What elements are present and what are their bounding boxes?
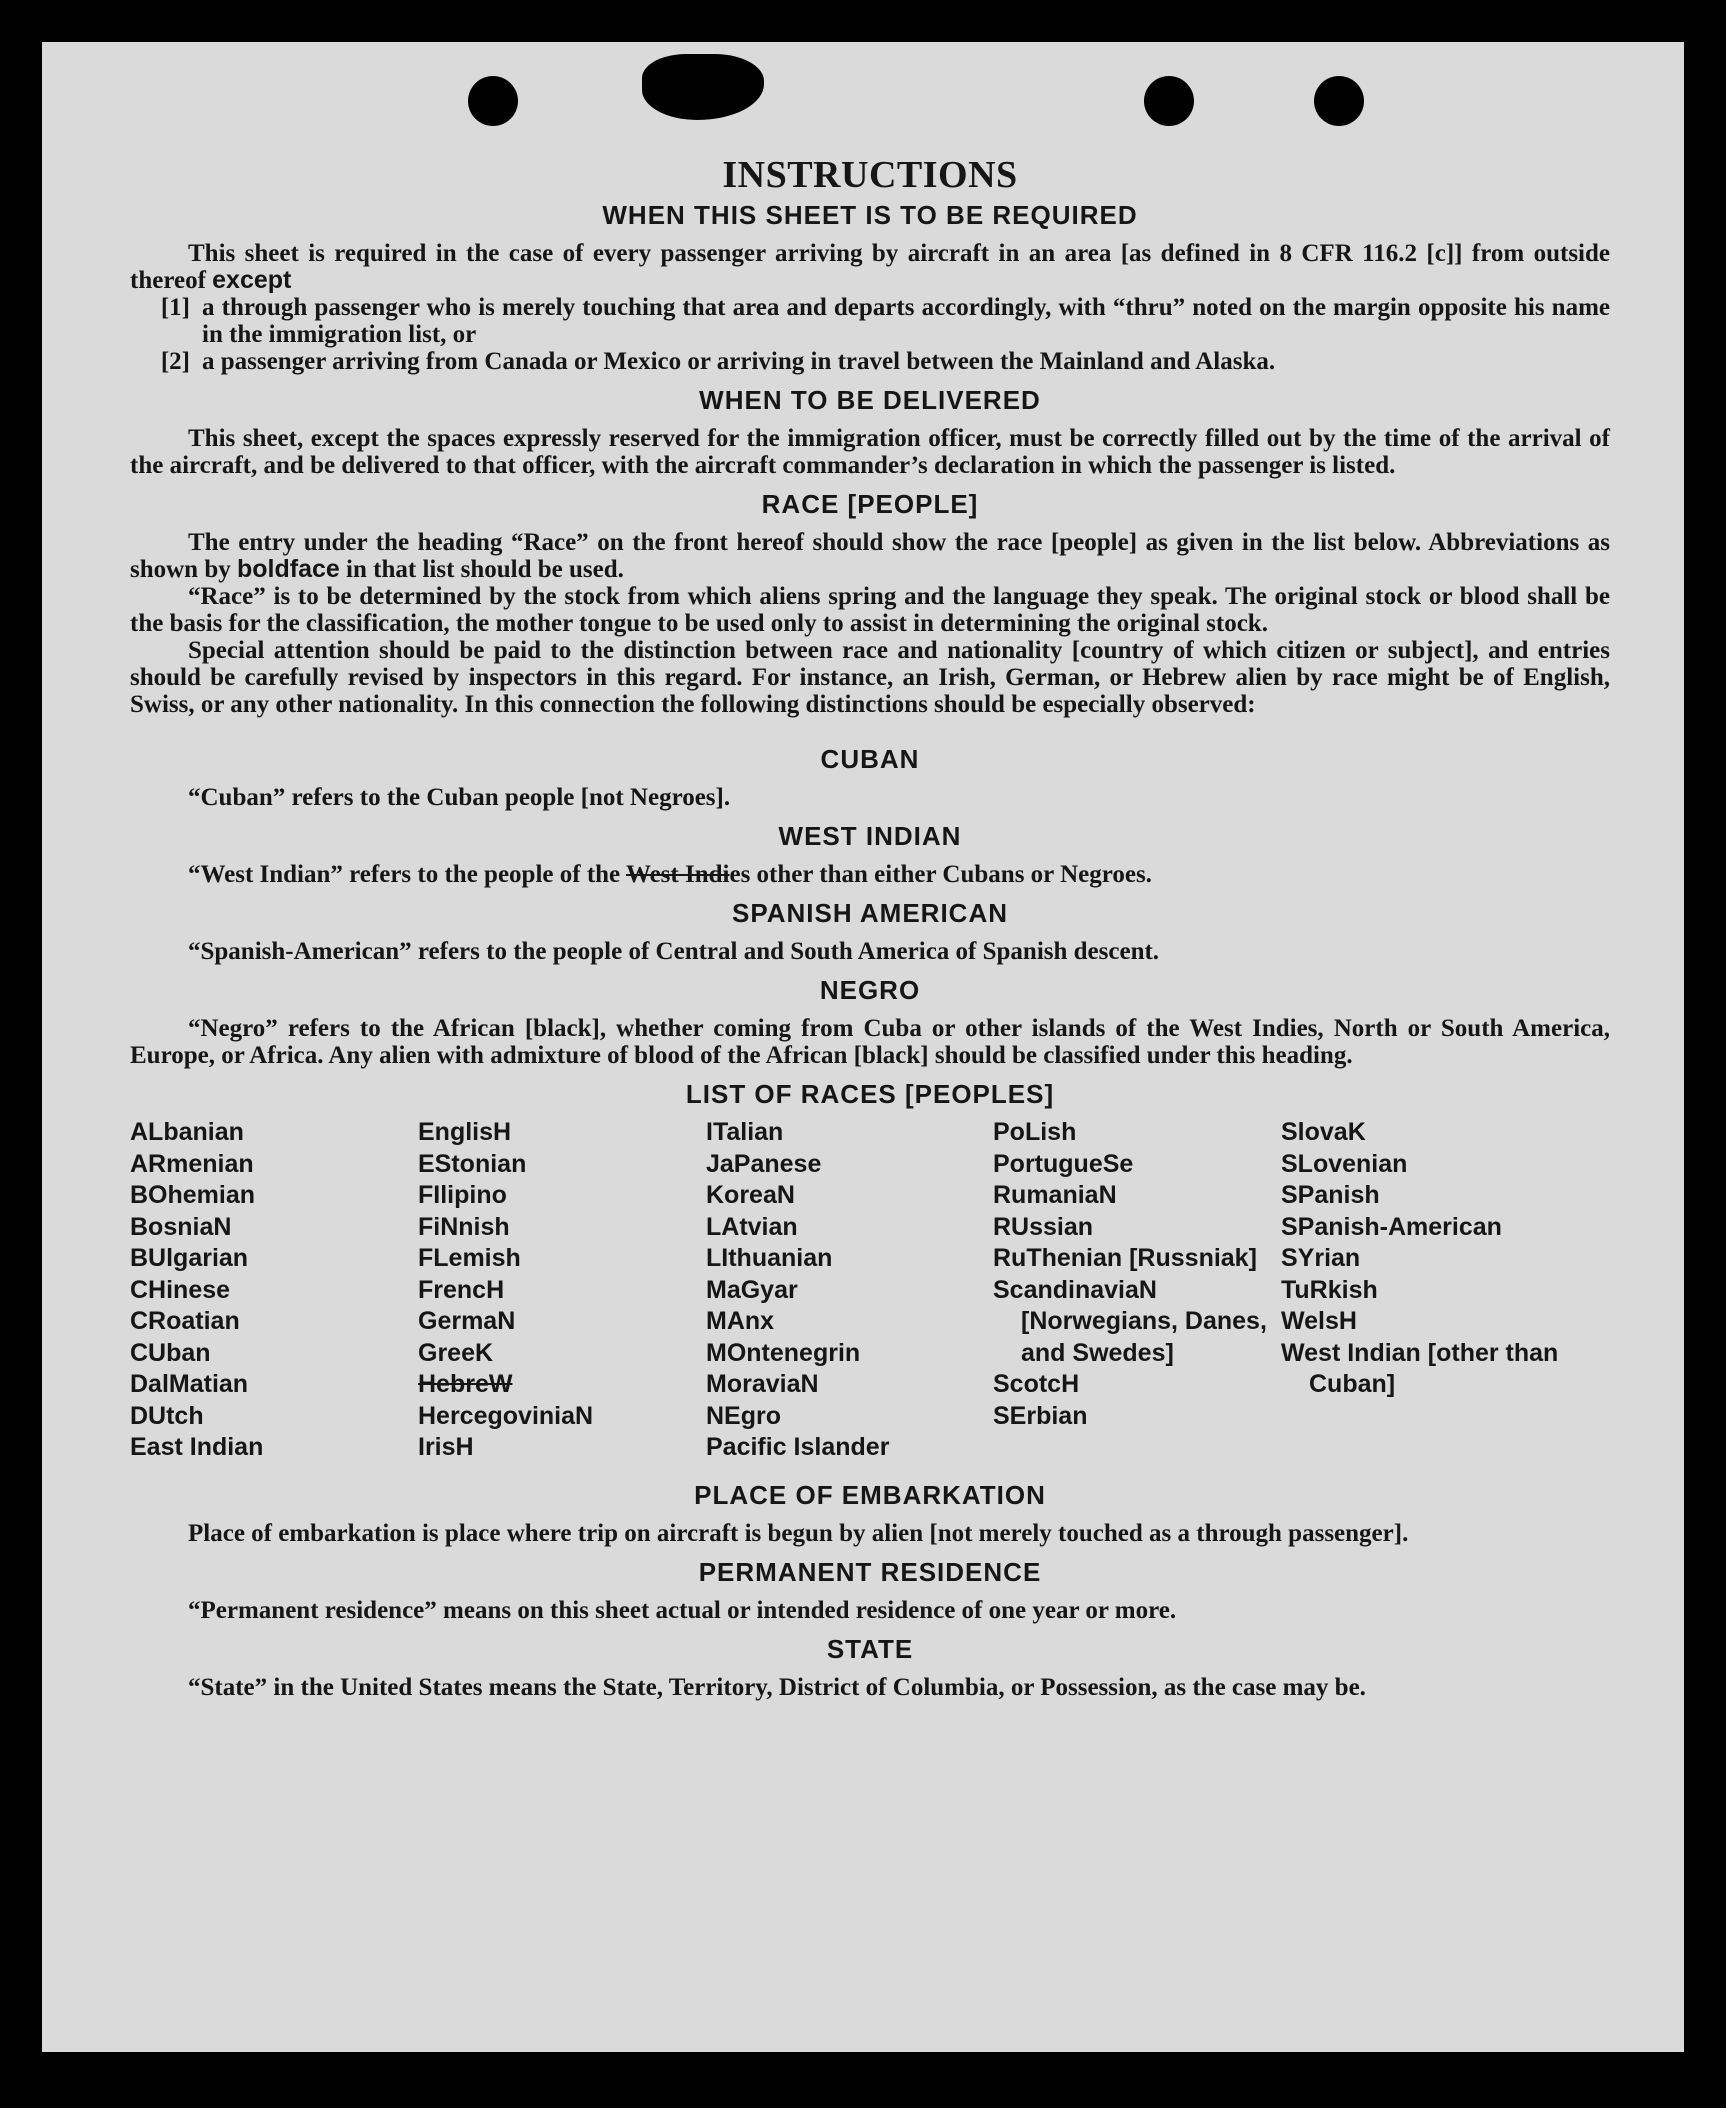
paragraph-when-required: This sheet is required in the case of every passenger arriving by aircraft in an area [as defined in 8 CFR 116.2 [c]] from outside thereof except [130, 240, 1610, 294]
race-entry: LIthuanian [706, 1244, 833, 1272]
punch-hole [468, 76, 518, 126]
paragraph-race-1: The entry under the heading “Race” on the front hereof should show the race [people] as given in the list below. Abbreviations as shown by boldface in that list should be used. [130, 529, 1610, 583]
race-entry: ARmenian [130, 1149, 254, 1178]
punch-hole [1314, 76, 1364, 126]
races-column-5 [1281, 1117, 1571, 1464]
race-entry: FLemish [418, 1244, 521, 1272]
race-entry: BOhemian [130, 1181, 256, 1209]
race-entry: LAtvian [706, 1212, 798, 1241]
page-title: INSTRUCTIONS [722, 154, 1018, 196]
race-entry: SlovaK [1281, 1118, 1366, 1146]
race-entry: MaGyar [706, 1275, 798, 1304]
races-column-1 [130, 1117, 418, 1464]
list-item: [1] a through passenger who is merely touching that area and departs accordingly, with “thru” noted on the margin opposite his name in the immigration list, or [160, 294, 1610, 348]
races-column-4 [993, 1117, 1281, 1464]
list-item: [2] a passenger arriving from Canada or Mexico or arriving in travel between the Mainland and Alaska. [160, 348, 1276, 375]
race-entry: ScandinaviaN [Norwegians, Danes, and Swedes] [993, 1275, 1267, 1367]
race-entry: BUlgarian [130, 1244, 249, 1272]
heading-list-of-races: LIST OF RACES [PEOPLES] [685, 1079, 1055, 1109]
races-column-3 [706, 1117, 993, 1464]
race-entry: SPanish-American [1281, 1212, 1502, 1241]
race-entry: PoLish [993, 1118, 1077, 1146]
race-entry: CRoatian [130, 1307, 240, 1335]
race-entry: TuRkish [1281, 1275, 1378, 1304]
document-sheet [42, 42, 1684, 2052]
paragraph-negro: “Negro” refers to the African [black], whether coming from Cuba or other islands of the West Indies, North or South America, Europe, or Africa. Any alien with admixture of blood of the African [black] should be classified under this heading. [130, 1015, 1610, 1069]
heading-state: STATE [826, 1633, 914, 1664]
races-column-2 [418, 1117, 706, 1464]
heading-west-indian: WEST INDIAN [778, 821, 962, 851]
race-entry: SLovenian [1281, 1149, 1408, 1178]
struck-text: West Indi [625, 861, 730, 888]
race-entry: GermaN [418, 1307, 516, 1335]
race-entry: DalMatian [130, 1370, 249, 1398]
race-entry: FrencH [418, 1275, 505, 1304]
paragraph-embarkation: Place of embarkation is place where trip on aircraft is begun by alien [not merely touched as a through passenger]. [188, 1519, 1409, 1547]
race-entry: SYrian [1281, 1244, 1361, 1272]
emphasis-except: except [212, 266, 292, 294]
paragraph-spanish-american: “Spanish-American” refers to the people of Central and South America of Spanish descent. [188, 938, 1160, 965]
race-entry: JaPanese [706, 1149, 822, 1178]
paragraph-when-delivered: This sheet, except the spaces expressly reserved for the immigration officer, must be correctly filled out by the time of the arrival of the aircraft, and be delivered to that officer, with the aircraft commander’s declaration in which the passenger is listed. [130, 425, 1610, 479]
race-entry: West Indian [other than Cuban] [1281, 1338, 1559, 1398]
heading-when-required: WHEN THIS SHEET IS TO BE REQUIRED [602, 200, 1138, 230]
race-entry: BosniaN [130, 1212, 232, 1241]
race-entry: ITalian [706, 1118, 784, 1146]
race-entry: MAnx [706, 1307, 775, 1335]
heading-permanent-residence: PERMANENT RESIDENCE [698, 1556, 1042, 1587]
heading-cuban: CUBAN [820, 744, 920, 774]
race-entry: SPanish [1281, 1181, 1380, 1209]
race-entry: CHinese [130, 1275, 231, 1304]
instructions-content [130, 152, 1610, 1701]
heading-embarkation: PLACE OF EMBARKATION [694, 1479, 1046, 1510]
race-entry: ALbanian [130, 1118, 244, 1146]
heading-when-delivered: WHEN TO BE DELIVERED [699, 385, 1041, 415]
race-entry: FIlipino [418, 1181, 507, 1209]
races-table [130, 1117, 1610, 1464]
race-entry: EStonian [418, 1149, 527, 1178]
heading-spanish-american: SPANISH AMERICAN [731, 898, 1008, 928]
paragraph-state: “State” in the United States means the State, Territory, District of Columbia, or Possession, as the case may be. [188, 1673, 1366, 1701]
race-entry: RumaniaN [993, 1181, 1117, 1209]
race-entry: GreeK [418, 1338, 494, 1367]
race-entry: DUtch [130, 1401, 204, 1430]
race-entry: EnglisH [418, 1118, 512, 1146]
paragraph-permanent-residence: “Permanent residence” means on this sheet actual or intended residence of one year or more. [188, 1596, 1177, 1624]
race-entry: FiNnish [418, 1212, 510, 1241]
race-entry: WelsH [1281, 1307, 1357, 1335]
race-entry: NEgro [706, 1401, 781, 1430]
race-entry: IrisH [418, 1433, 474, 1461]
race-entry: SErbian [993, 1401, 1088, 1430]
race-entry: RUssian [993, 1212, 1094, 1241]
race-entry: ScotcH [993, 1370, 1080, 1398]
heading-race: RACE [PEOPLE] [761, 489, 979, 519]
race-entry: PortugueSe [993, 1149, 1134, 1178]
race-entry: RuThenian [Russniak] [993, 1244, 1257, 1272]
paragraph-race-3: Special attention should be paid to the distinction between race and nationality [country of which citizen or subject], and entries should be carefully revised by inspectors in this regard. For instance, an Irish, German, or Hebrew alien by race might be of English, Swiss, or any other nationality. In this connection the following distinctions should be especially observed: [130, 637, 1610, 718]
paragraph-race-2: “Race” is to be determined by the stock from which aliens spring and the language they speak. The original stock or blood shall be the basis for the classification, the mother tongue to be used only to assist in determining the original stock. [130, 583, 1610, 637]
punch-hole [1144, 76, 1194, 126]
torn-hole [642, 54, 764, 120]
race-entry: Pacific Islander [706, 1433, 890, 1461]
race-entry: East Indian [130, 1433, 264, 1461]
race-entry: MOntenegrin [706, 1338, 861, 1367]
race-entry: HercegoviniaN [418, 1401, 594, 1430]
paragraph-cuban: “Cuban” refers to the Cuban people [not Negroes]. [188, 784, 731, 811]
paragraph-west-indian: “West Indian” refers to the people of the West Indies other than either Cubans or Negroes. [188, 861, 1152, 888]
emphasis-boldface: boldface [237, 555, 340, 583]
heading-negro: NEGRO [819, 975, 921, 1005]
race-entry-struck: HebreW [418, 1370, 513, 1398]
race-entry: MoraviaN [706, 1370, 819, 1398]
race-entry: CUban [130, 1338, 211, 1367]
race-entry: KoreaN [706, 1181, 795, 1209]
